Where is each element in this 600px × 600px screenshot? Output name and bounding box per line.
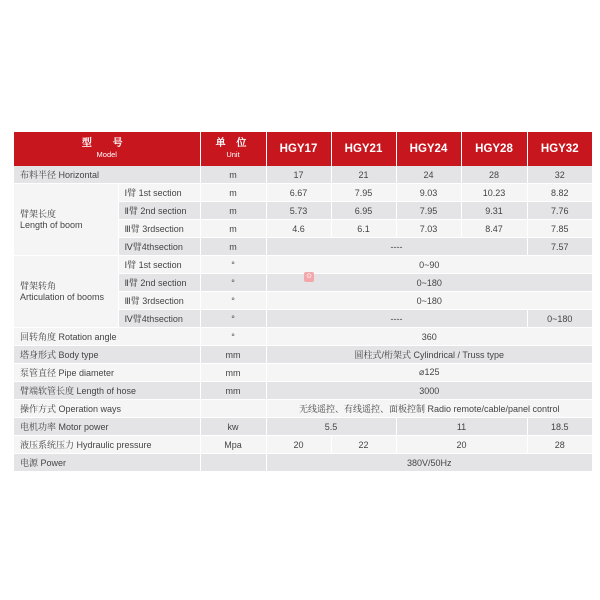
section-label: Ⅳ臂4thsection — [118, 238, 200, 256]
header-row — [14, 132, 592, 166]
row-unit — [200, 454, 266, 472]
cell: 7.95 — [396, 202, 461, 220]
cell: 11 — [396, 418, 527, 436]
row-unit: Mpa — [200, 436, 266, 454]
section-label: Ⅱ臂 2nd section — [118, 274, 200, 292]
row-horizontal — [14, 166, 592, 184]
cell-na: ---- — [266, 238, 527, 256]
cell: 0~180 — [527, 310, 592, 328]
cell: 6.95 — [331, 202, 396, 220]
row-articulation-1 — [14, 256, 592, 274]
row-unit: m — [200, 220, 266, 238]
cell: 5.5 — [266, 418, 396, 436]
articulation-cn: 臂架转角 — [20, 280, 57, 291]
row-unit: ° — [200, 292, 266, 310]
section-label: Ⅰ臂 1st section — [118, 256, 200, 274]
row-unit: ° — [200, 310, 266, 328]
model-header — [14, 132, 200, 166]
articulation-en: Articulation of booms — [20, 291, 105, 302]
row-power — [14, 454, 592, 472]
cell: 5.73 — [266, 202, 331, 220]
row-pipe — [14, 364, 592, 382]
section-label: Ⅰ臂 1st section — [118, 184, 200, 202]
cell: 20 — [396, 436, 527, 454]
row-hydraulic — [14, 436, 592, 454]
unit-header — [200, 132, 266, 166]
cell: 22 — [331, 436, 396, 454]
cell: 380V/50Hz — [266, 454, 592, 472]
row-unit: m — [200, 184, 266, 202]
cell: 28 — [527, 436, 592, 454]
cell: 0~180 — [266, 292, 592, 310]
row-unit: ° — [200, 274, 266, 292]
row-label: 操作方式 Operation ways — [14, 400, 200, 418]
section-label: Ⅲ臂 3rdsection — [118, 220, 200, 238]
row-unit: mm — [200, 364, 266, 382]
cell: 无线遥控、有线遥控、面板控制 Radio remote/cable/panel control — [266, 400, 592, 418]
row-label: 液压系统压力 Hydraulic pressure — [14, 436, 200, 454]
model-header-en: Model — [96, 150, 117, 159]
cell: 24 — [396, 166, 461, 184]
cell: 9.03 — [396, 184, 461, 202]
boom-length-cn: 臂架长度 — [20, 208, 57, 219]
row-label: 电机功率 Motor power — [14, 418, 200, 436]
unit-header-cn: 单 位 — [215, 138, 251, 149]
row-unit: ° — [200, 256, 266, 274]
unit-header-en: Unit — [226, 150, 240, 159]
articulation-label — [14, 256, 118, 328]
model-hgy32: HGY32 — [527, 132, 592, 166]
cell: 360 — [266, 328, 592, 346]
row-body-type — [14, 346, 592, 364]
row-unit: m — [200, 202, 266, 220]
spec-table — [14, 132, 592, 472]
cell: 7.57 — [527, 238, 592, 256]
row-unit: kw — [200, 418, 266, 436]
cell: 8.82 — [527, 184, 592, 202]
model-hgy17: HGY17 — [266, 132, 331, 166]
row-label: 布料半径 Horizontal — [14, 166, 200, 184]
cell: 7.76 — [527, 202, 592, 220]
model-hgy24: HGY24 — [396, 132, 461, 166]
row-hose — [14, 382, 592, 400]
cell: 7.85 — [527, 220, 592, 238]
row-label: 塔身形式 Body type — [14, 346, 200, 364]
cell: 32 — [527, 166, 592, 184]
row-motor — [14, 418, 592, 436]
cell: 4.6 — [266, 220, 331, 238]
cell: 7.03 — [396, 220, 461, 238]
cell: 10.23 — [461, 184, 527, 202]
cell: 17 — [266, 166, 331, 184]
boom-length-en: Length of boom — [20, 219, 83, 230]
row-label: 电源 Power — [14, 454, 200, 472]
cell: 0~90 — [266, 256, 592, 274]
boom-length-label — [14, 184, 118, 256]
row-rotation — [14, 328, 592, 346]
cell: 0~180 — [266, 274, 592, 292]
cell: 圆柱式/桁架式 Cylindrical / Truss type — [266, 346, 592, 364]
model-hgy21: HGY21 — [331, 132, 396, 166]
row-label: 臂端软管长度 Length of hose — [14, 382, 200, 400]
cell: ⌀125 — [266, 364, 592, 382]
row-boom-length-1 — [14, 184, 592, 202]
cell: 3000 — [266, 382, 592, 400]
row-unit: ° — [200, 328, 266, 346]
row-label: 回转角度 Rotation angle — [14, 328, 200, 346]
row-label: 泵管直径 Pipe diameter — [14, 364, 200, 382]
row-unit: m — [200, 166, 266, 184]
cell: 18.5 — [527, 418, 592, 436]
cell-na: ---- — [266, 310, 527, 328]
cell: 20 — [266, 436, 331, 454]
cell: 28 — [461, 166, 527, 184]
row-unit: mm — [200, 346, 266, 364]
section-label: Ⅲ臂 3rdsection — [118, 292, 200, 310]
cell: 7.95 — [331, 184, 396, 202]
cell: 9.31 — [461, 202, 527, 220]
row-unit — [200, 400, 266, 418]
model-hgy28: HGY28 — [461, 132, 527, 166]
row-unit: m — [200, 238, 266, 256]
model-header-cn: 型 号 — [81, 138, 132, 149]
cell: 6.1 — [331, 220, 396, 238]
section-label: Ⅱ臂 2nd section — [118, 202, 200, 220]
watermark-icon: ⊙ — [304, 272, 314, 282]
section-label: Ⅳ臂4thsection — [118, 310, 200, 328]
cell: 6.67 — [266, 184, 331, 202]
row-unit: mm — [200, 382, 266, 400]
cell: 8.47 — [461, 220, 527, 238]
cell: 21 — [331, 166, 396, 184]
row-operation — [14, 400, 592, 418]
